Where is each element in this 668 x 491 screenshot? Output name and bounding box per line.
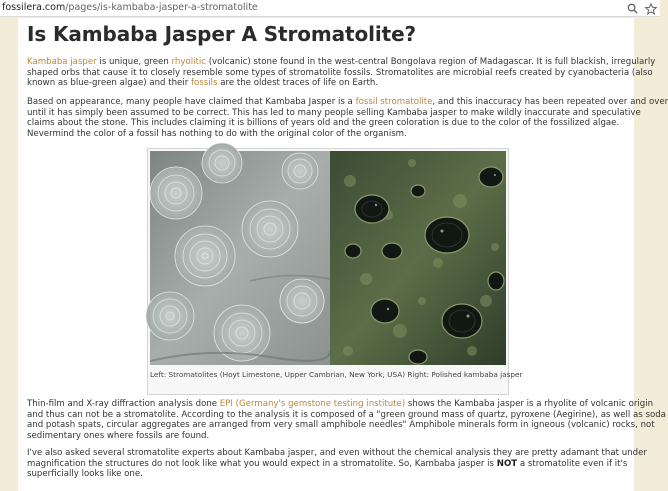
url-path: /pages/is-kambaba-jasper-a-stromatolite: [65, 2, 258, 13]
text-span: shows the Kambaba jasper is a rhyolite of volcanic origin: [405, 399, 654, 409]
text-span: a stromatolite even if it's: [517, 458, 628, 469]
text-span: are the oldest traces of life on Earth.: [217, 78, 379, 88]
paragraph-analysis: [27, 399, 666, 441]
comparison-photo: [150, 151, 506, 365]
link-fossils[interactable]: fossils: [191, 78, 218, 88]
text-span: , and this inaccuracy has been repeated over and over: [432, 97, 668, 107]
article-content: [18, 18, 668, 491]
figure-caption: Left: Stromatolites (Hoyt Limestone, Upper Cambrian, New York, USA) Right: Polished kambaba jasper: [150, 370, 523, 379]
paragraph-line: and thus can not be a stromatolite. According to the analysis it is composed of a "green ground mass of quartz, pyroxene (Aegirine), as well as soda: [27, 409, 666, 420]
paragraph-line: I've also asked several stromatolite experts about Kambaba jasper, and even without the chemical analysis they are pretty adamant that under: [27, 448, 647, 458]
link-kambaba-jasper[interactable]: Kambaba jasper: [27, 57, 97, 67]
text-span: is unique, green: [96, 57, 172, 67]
link-rhyolitic[interactable]: rhyolitic: [171, 57, 206, 67]
paragraph-line: [27, 57, 656, 68]
paragraph-line: and potash spats, circular aggregates are arranged from very small amphibole needles" Amphibole minerals form in igneous (volcanic) rocks, not: [27, 420, 655, 430]
kambaba-jasper-photo: [330, 151, 506, 365]
paragraph-line: shaped orbs that cause it to closely resemble some types of stromatolite fossils. Stromatolites are microbial reefs created by cyanobacteria (also: [27, 67, 653, 78]
link-epi[interactable]: EPI (Germany's gemstone testing institute): [219, 399, 406, 409]
page-title: Is Kambaba Jasper A Stromatolite?: [27, 22, 417, 46]
search-icon[interactable]: [625, 1, 640, 16]
url-text[interactable]: [2, 2, 258, 13]
paragraph-line: Nevermind the color of a fossil has nothing to do with the original color of the organism.: [27, 128, 407, 139]
paragraph-line: [27, 97, 668, 108]
url-host: fossilera.com: [2, 2, 66, 13]
paragraph-line: claims about the stone. This includes claiming it is billions of years old and the green coloration is due to the color of the fossilized algae.: [27, 118, 620, 128]
star-icon[interactable]: [643, 1, 658, 16]
paragraph-intro: [27, 57, 656, 89]
paragraph-line: [27, 459, 627, 470]
link-fossil-stromatolite[interactable]: fossil stromatolite: [355, 97, 433, 107]
paragraph-experts: [27, 448, 647, 480]
text-span: Thin-film and X-ray diffraction analysis done: [27, 399, 220, 409]
paragraph-line: [27, 78, 627, 89]
paragraph-line: superficially looks like one.: [27, 469, 143, 479]
address-bar[interactable]: [0, 0, 660, 17]
paragraph-appearance: [27, 97, 668, 139]
text-span: (volcanic) stone found in the west-central Bongolava region of Madagascar. It is full blackish, irregularly: [205, 57, 656, 67]
comparison-figure: [147, 148, 523, 395]
stromatolite-photo: [146, 143, 330, 365]
text-span: magnification the structures do not look like what you would expect in a stromatolite. So, Kambaba jasper is: [27, 458, 497, 469]
paragraph-line: [27, 399, 654, 410]
paragraph-line: until it has simply been assumed to be correct. This has led to many people selling Kambaba jasper to make wildly inaccurate and speculative: [27, 107, 641, 118]
emphasis-not: NOT: [496, 458, 518, 469]
paragraph-line: sedimentary ones where fossils are found.: [27, 430, 210, 441]
text-span: Based on appearance, many people have claimed that Kambaba Jasper is a: [27, 97, 356, 107]
text-span: known as blue-green algae) and their: [27, 78, 191, 88]
